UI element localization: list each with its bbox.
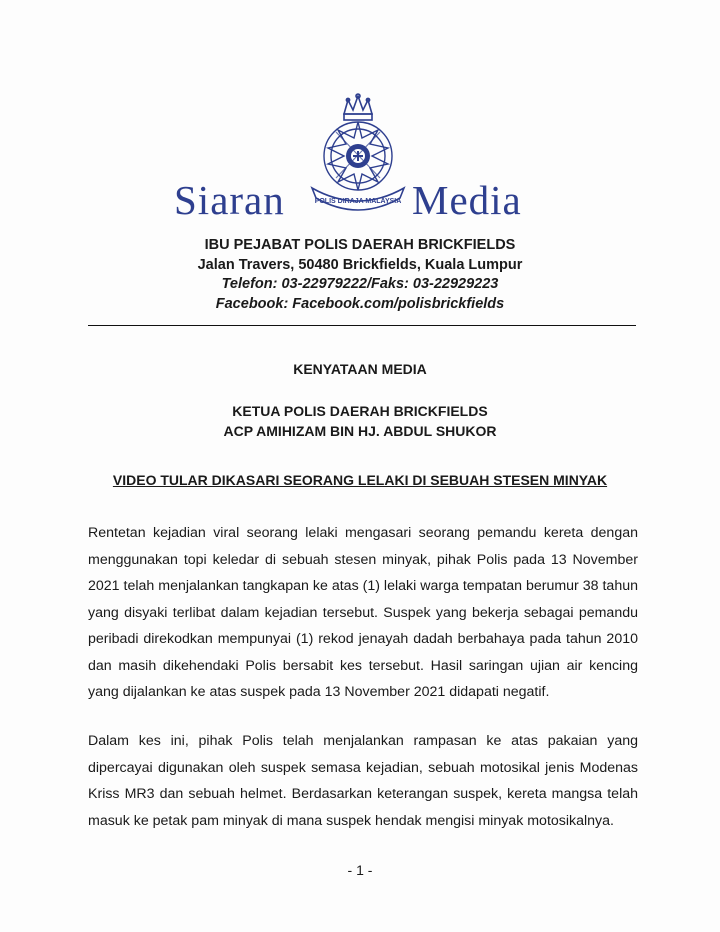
page-number: - 1 - <box>347 862 373 878</box>
street-address: Jalan Travers, 50480 Brickfields, Kuala Lumpur <box>197 256 523 273</box>
police-crest-logo <box>300 92 416 212</box>
crest-icon <box>300 92 416 212</box>
subject-text: VIDEO TULAR DIKASARI SEORANG LELAKI DI SEBUAH STESEN MINYAK <box>112 472 608 488</box>
header-divider <box>88 325 636 326</box>
masthead <box>0 92 720 232</box>
office-address-block <box>0 236 720 314</box>
issuer-title: KETUA POLIS DAERAH BRICKFIELDS <box>232 403 488 419</box>
office-name: IBU PEJABAT POLIS DAERAH BRICKFIELDS <box>204 237 516 253</box>
statement-subject <box>0 472 720 488</box>
facebook-link: Facebook: Facebook.com/polisbrickfields <box>215 295 505 312</box>
statement-type: KENYATAAN MEDIA <box>293 361 427 377</box>
body-paragraph-2: Dalam kes ini, pihak Polis telah menjalankan rampasan ke atas pakaian yang dipercayai digunakan oleh suspek semasa kejadian, sebuah motosikal jenis Modenas Kriss MR3 dan sebuah helmet. Berdasarkan keterangan suspek, kereta mangsa telah masuk ke petak pam minyak di mana suspek hendak mengisi minyak motosikalnya. <box>88 733 638 829</box>
issuer-block <box>0 401 720 441</box>
title-media: Media <box>412 177 522 223</box>
phone-fax: Telefon: 03-22979222/Faks: 03-22929223 <box>221 276 499 292</box>
body-paragraph-1: Rentetan kejadian viral seorang lelaki mengasari seorang pemandu kereta dengan menggunakan topi keledar di sebuah stesen minyak, pihak Polis pada 13 November 2021 telah menjalankan tangkapan ke atas (1) lelaki warga tempatan berumur 38 tahun yang disyaki terlibat dalam kejadian tersebut. Suspek yang bekerja sebagai pemandu peribadi direkodkan mempunyai (1) rekod jenayah dadah berbahaya pada tahun 2010 dan masih dikehendaki Polis bersabit kes tersebut. Hasil saringan ujian air kencing yang dijalankan ke atas suspek pada 13 November 2021 didapati negatif. <box>88 525 638 700</box>
issuer-name: ACP AMIHIZAM BIN HJ. ABDUL SHUKOR <box>223 423 497 439</box>
crest-banner-text: POLIS DIRAJA MALAYSIA <box>314 198 402 205</box>
title-siaran: Siaran <box>174 177 285 223</box>
